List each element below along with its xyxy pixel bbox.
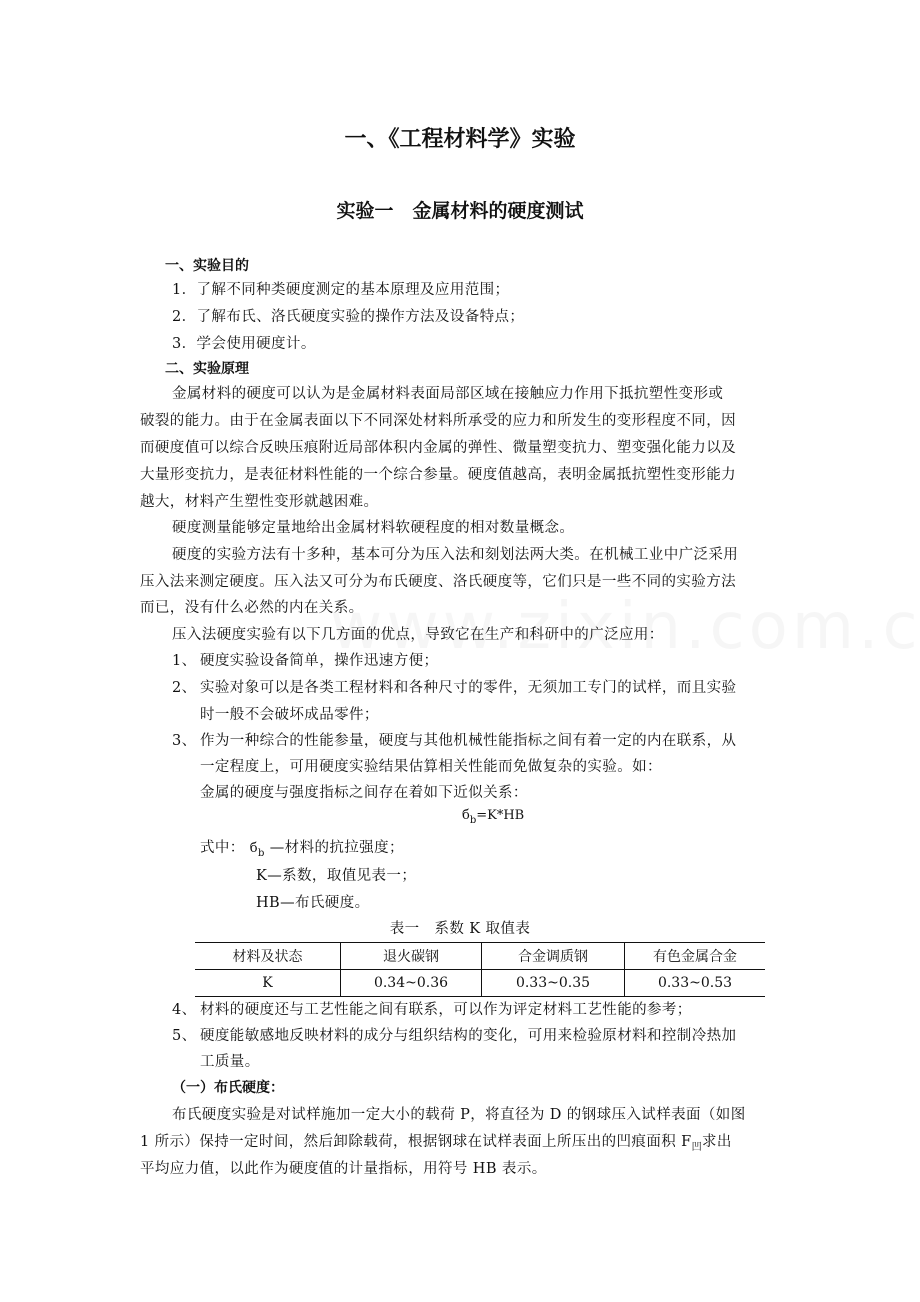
formula-rest: =K*HB <box>476 808 525 823</box>
table-header-cell: 有色金属合金 <box>625 943 766 970</box>
where-label-text: 式中： <box>200 840 245 856</box>
list-number: 1、 <box>172 653 197 669</box>
list-number: 4、 <box>172 1002 197 1018</box>
table-header-cell: 退火碳钢 <box>341 943 482 970</box>
table-caption: 表一 系数 K 取值表 <box>389 921 531 937</box>
where-sigma-desc: —材料的抗拉强度； <box>269 840 404 856</box>
paragraph-line: 硬度测量能够定量地给出金属材料软硬程度的相对数量概念。 <box>172 520 575 536</box>
list-item: 工质量。 <box>200 1054 260 1070</box>
brinell-heading: （一）布氏硬度： <box>172 1080 284 1096</box>
purpose-item: 3．学会使用硬度计。 <box>172 336 316 352</box>
coefficient-table <box>195 942 765 997</box>
paragraph-line: 金属材料的硬度可以认为是金属材料表面局部区域在接触应力作用下抵抗塑性变形或 <box>172 386 724 402</box>
where-k: K—系数，取值见表一； <box>256 868 417 884</box>
where-hb: HB—布氏硬度。 <box>256 895 370 911</box>
table-header-cell: 合金调质钢 <box>482 943 625 970</box>
paragraph-line: 硬度的实验方法有十多种，基本可分为压入法和刻划法两大类。在机械工业中广泛采用 <box>172 547 739 563</box>
list-number: 2、 <box>172 680 197 696</box>
purpose-heading: 一、实验目的 <box>165 258 249 274</box>
list-item: 硬度实验设备简单，操作迅速方便； <box>200 653 439 669</box>
formula-sigma: б <box>462 808 470 823</box>
list-item: 一定程度上，可用硬度实验结果估算相关性能而免做复杂的实验。如： <box>200 759 662 775</box>
table-cell: K <box>195 970 341 997</box>
table-cell: 0.33~0.35 <box>482 970 625 997</box>
paragraph-line: 而硬度值可以综合反映压痕附近局部体积内金属的弹性、微量塑变抗力、塑变强化能力以及 <box>140 440 736 456</box>
paragraph-line <box>140 1130 732 1151</box>
where-sigma: б <box>249 841 258 856</box>
document-title: 一、《工程材料学》实验 <box>344 127 576 152</box>
brinell-line2-sub: 凹 <box>691 1142 703 1153</box>
experiment-title: 实验一 金属材料的硬度测试 <box>336 200 584 222</box>
table-header-cell: 材料及状态 <box>195 943 341 970</box>
table-header-row <box>195 943 765 970</box>
paragraph-line: 而已，没有什么必然的内在关系。 <box>140 600 364 616</box>
brinell-line2-pre: 1 所示）保持一定时间，然后卸除载荷，根据钢球在试样表面上所压出的凹痕面积 F <box>140 1134 692 1150</box>
purpose-item: 2．了解布氏、洛氏硬度实验的操作方法及设备特点； <box>172 309 525 325</box>
formula-subscript: b <box>469 815 477 826</box>
purpose-item: 1．了解不同种类硬度测定的基本原理及应用范围； <box>172 282 510 298</box>
list-item: 作为一种综合的性能参量，硬度与其他机械性能指标之间有着一定的内在联系，从 <box>200 733 737 749</box>
list-number: 3、 <box>172 733 197 749</box>
where-label <box>200 836 404 857</box>
list-item: 实验对象可以是各类工程材料和各种尺寸的零件，无须加工专门的试样，而且实验 <box>200 680 737 696</box>
paragraph-line: 破裂的能力。由于在金属表面以下不同深处材料所承受的应力和所发生的变形程度不同，因 <box>140 413 736 429</box>
table-cell: 0.34~0.36 <box>341 970 482 997</box>
paragraph-line: 平均应力值，以此作为硬度值的计量指标，用符号 HB 表示。 <box>140 1161 547 1177</box>
table-row <box>195 970 765 997</box>
list-number: 5、 <box>172 1028 197 1044</box>
list-item: 材料的硬度还与工艺性能之间有联系，可以作为评定材料工艺性能的参考； <box>200 1002 692 1018</box>
paragraph-line: 压入法硬度实验有以下几方面的优点，导致它在生产和科研中的广泛应用： <box>172 627 664 643</box>
paragraph-line: 大量形变抗力，是表征材料性能的一个综合参量。硬度值越高，表明金属抵抗塑性变形能力 <box>140 467 736 483</box>
table-cell: 0.33~0.53 <box>625 970 766 997</box>
principle-heading: 二、实验原理 <box>165 361 249 377</box>
formula <box>462 808 525 826</box>
paragraph-line: 压入法来测定硬度。压入法又可分为布氏硬度、洛氏硬度等，它们只是一些不同的实验方法 <box>140 574 736 590</box>
list-item: 时一般不会破坏成品零件； <box>200 707 379 723</box>
brinell-line2-post: 求出 <box>702 1134 732 1150</box>
paragraph-line: 布氏硬度实验是对试样施加一定大小的载荷 P，将直径为 D 的钢球压入试样表面（如图 <box>172 1107 746 1123</box>
list-item: 硬度能敏感地反映材料的成分与组织结构的变化，可用来检验原材料和控制冷热加 <box>200 1028 737 1044</box>
relation-intro: 金属的硬度与强度指标之间存在着如下近似关系： <box>200 785 528 801</box>
where-subscript: b <box>257 848 265 859</box>
paragraph-line: 越大，材料产生塑性变形就越困难。 <box>140 494 379 510</box>
